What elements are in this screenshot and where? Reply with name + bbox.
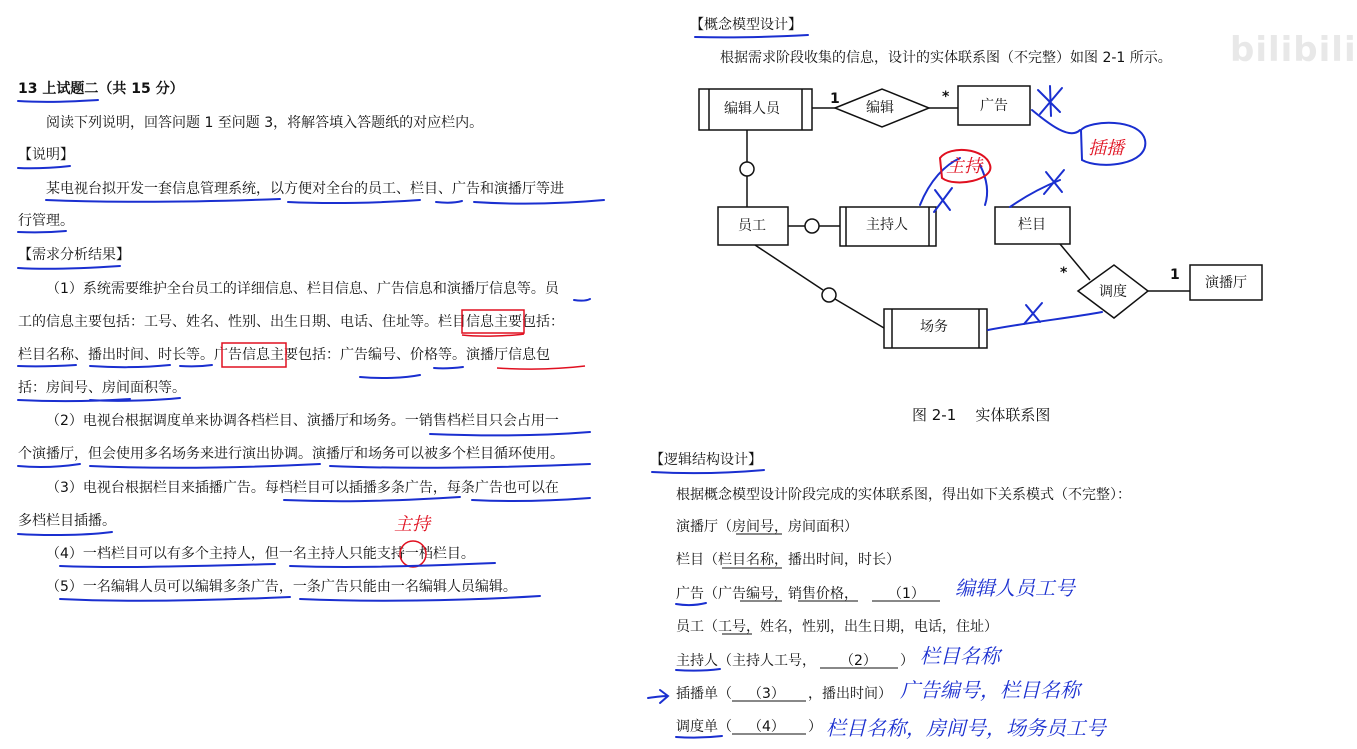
er-rel-edit: 编辑: [866, 100, 894, 116]
blank-1: （1）: [888, 586, 925, 602]
relation-employee: 员工（工号，姓名，性别，出生日期，电话，住址）: [676, 619, 998, 635]
er-entity-editor: 编辑人员: [724, 101, 780, 117]
relation-insert: 插播单（: [676, 686, 732, 702]
er-card-edit-star: *: [942, 89, 950, 105]
er-entity-ad: 广告: [980, 98, 1008, 114]
blank-2: （2）: [840, 653, 877, 669]
handwritten-note-host: 主持: [946, 156, 982, 177]
er-entity-employee: 员工: [738, 218, 766, 234]
er-card-sched-star: *: [1060, 265, 1068, 281]
req-4: （4）一档栏目可以有多个主持人，但一名主持人只能支持一档栏目。: [46, 546, 475, 562]
explain-line-2: 行管理。: [18, 213, 74, 229]
concept-text: 根据需求阶段收集的信息，设计的实体联系图（不完整）如图 2-1 所示。: [720, 50, 1172, 66]
section-logic: 【逻辑结构设计】: [650, 452, 762, 468]
er-entity-studio: 演播厅: [1205, 275, 1247, 291]
intro-text: 阅读下列说明，回答问题 1 至问题 3，将解答填入答题纸的对应栏内。: [46, 115, 484, 131]
relation-ad: 广告（广告编号，销售价格，: [676, 586, 858, 602]
er-entity-column: 栏目: [1018, 217, 1046, 233]
logic-text: 根据概念模型设计阶段完成的实体联系图，得出如下关系模式（不完整）：: [676, 487, 1131, 503]
relation-column: 栏目（栏目名称，播出时间，时长）: [676, 552, 900, 568]
req-3-line-2: 多档栏目插播。: [18, 513, 116, 529]
question-title: 13 上试题二（共 15 分）: [18, 81, 184, 97]
req-1-line-1: （1）系统需要维护全台员工的详细信息、栏目信息、广告信息和演播厅信息等。员: [46, 281, 559, 297]
req-5: （5）一名编辑人员可以编辑多条广告，一条广告只能由一名编辑人员编辑。: [46, 579, 517, 595]
req-2-line-1: （2）电视台根据调度单来协调各档栏目、演播厅和场务。一销售档栏目只会占用一: [46, 413, 559, 429]
req-3-line-1: （3）电视台根据栏目来插播广告。每档栏目可以插播多条广告，每条广告也可以在: [46, 480, 559, 496]
figure-caption: 图 2-1 实体联系图: [912, 406, 1051, 424]
handwritten-answer-3: 广告编号，栏目名称: [900, 678, 1080, 702]
section-requirements: 【需求分析结果】: [18, 247, 130, 263]
handwritten-note-support: 主持: [394, 514, 430, 535]
relation-host: 主持人（主持人工号，: [676, 653, 816, 669]
watermark-logo: bilibili: [1230, 30, 1357, 70]
er-card-sched-1: 1: [1170, 267, 1180, 283]
section-concept: 【概念模型设计】: [690, 17, 802, 33]
explain-line-1: 某电视台拟开发一套信息管理系统，以方便对全台的员工、栏目、广告和演播厅等进: [46, 181, 564, 197]
section-explain: 【说明】: [18, 147, 74, 163]
handwritten-answer-4: 栏目名称，房间号，场务员工号: [826, 716, 1106, 740]
handwritten-answer-1: 编辑人员工号: [955, 576, 1075, 600]
req-1-line-2: 工的信息主要包括：工号、姓名、性别、出生日期、电话、住址等。栏目信息主要包括：: [18, 314, 564, 330]
handwritten-note-insert: 插播: [1088, 138, 1124, 159]
er-card-edit-1: 1: [830, 91, 840, 107]
relation-studio: 演播厅（房间号，房间面积）: [676, 519, 858, 535]
relation-host-close: ）: [900, 653, 914, 669]
blank-3: （3）: [748, 686, 785, 702]
er-rel-schedule: 调度: [1099, 284, 1127, 300]
relation-schedule: 调度单（: [676, 719, 732, 735]
handwritten-answer-2: 栏目名称: [920, 644, 1000, 668]
req-1-line-3: 栏目名称、播出时间、时长等。广告信息主要包括：广告编号、价格等。演播厅信息包: [18, 347, 550, 363]
req-2-line-2: 个演播厅，但会使用多名场务来进行演出协调。演播厅和场务可以被多个栏目循环使用。: [18, 446, 564, 462]
relation-insert-tail: ，播出时间）: [808, 686, 892, 702]
relation-schedule-close: ）: [808, 719, 822, 735]
req-1-line-4: 括：房间号、房间面积等。: [18, 380, 186, 396]
blank-4: （4）: [748, 719, 785, 735]
er-entity-staff: 场务: [920, 319, 948, 335]
er-entity-host: 主持人: [866, 217, 908, 233]
